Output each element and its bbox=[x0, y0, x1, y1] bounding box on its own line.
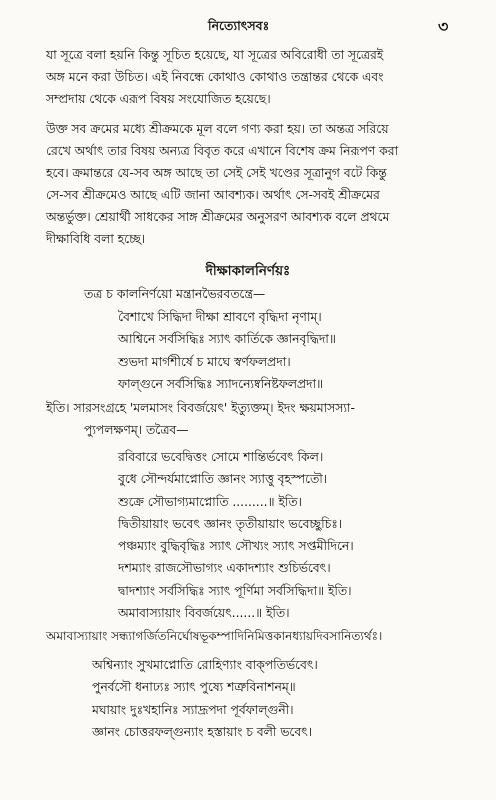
verse-line: দশম্যাং রাজসৌভাগ্যং একাদশ্যাং শুচির্ভবেৎ। bbox=[118, 561, 331, 576]
paragraph-line: হবে। ক্রমান্তরে যে-সব অঙ্গ আছে তা সেই সেই খণ্ডের সূত্রানুগ বটে কিন্তু bbox=[46, 166, 387, 180]
paragraph-line: অন্তর্ভুক্ত। শ্রেয়ার্থী সাধকের সাঙ্গ শ্রীক্রমের অনুসরণ আবশ্যক বলে প্রথমে bbox=[46, 210, 390, 224]
paragraph-line: সম্প্রদায় থেকে এরূপ বিষয় সংযোজিত হয়েছে। bbox=[46, 92, 271, 106]
paragraph-line: উক্ত সব ক্রমের মধ্যে শ্রীক্রমকে মূল বলে গণ্য করা হয়। তা অন্তত্র সরিয়ে bbox=[46, 122, 389, 136]
verse-line: পুনর্বসৌ ধনাঢ্যঃ স্যাৎ পুষ্যে শত্রুবিনাশনম্॥ bbox=[92, 680, 296, 695]
verse-line: রবিবারে ভবেদ্বিত্তং সোমে শান্তির্ভবেৎ কিল। bbox=[118, 450, 324, 464]
paragraph-line: দীক্ষাবিধি বলা হচ্ছে। bbox=[46, 232, 146, 246]
paragraph-line: অঙ্গ মনে করা উচিত। এই নিবন্ধে কোথাও কোথাও তন্ত্রান্তর থেকে এবং bbox=[46, 70, 384, 84]
iti-line-continued: প্যুপলক্ষণম্। তত্রৈব— bbox=[84, 423, 189, 437]
running-title: নিত্যোৎসবঃ bbox=[208, 18, 270, 33]
verse-line: আশ্বিনে সর্বসিদ্ধিঃ স্যাৎ কার্তিকে জ্ঞানবৃদ্ধিদা॥ bbox=[118, 332, 336, 347]
verse-line: অশ্বিন্যাং সুখমাপ্নোতি রোহিণ্যাং বাক্পতির্ভবেৎ। bbox=[92, 658, 318, 672]
verse-line: দ্বিতীয়ায়াং ভবেৎ জ্ঞানং তৃতীয়ায়াং ভবেচ্ছুচিঃ। bbox=[118, 516, 343, 531]
paragraph-line: রেখে অর্থাৎ তার বিষয় অন্যত্র বিবৃত করে এখানে বিশেষ ক্রম নিরূপণ করা bbox=[46, 144, 399, 158]
verse-line: বৈশাখে সিদ্ধিদা দীক্ষা শ্রাবণে বৃদ্ধিদা নৃণাম্। bbox=[118, 310, 322, 324]
verse-line: ফাল্গুনে সর্বসিদ্ধিঃ স্যাদন্যেষ্বনিষ্টফলপ্রদা॥ bbox=[118, 376, 324, 391]
verse-line: মঘায়াং দুঃখহানিঃ স্যাদ্রূপদা পূর্বফাল্গুনী। bbox=[92, 702, 294, 717]
paragraph-line: যা সূত্রে বলা হয়নি কিন্তু সূচিত হয়েছে, যা সূত্রের অবিরোধী তা সূত্রেরই bbox=[46, 48, 384, 62]
amavasya-line: অমাবাস্যায়াং সন্ধ্যাগর্জিতনির্ঘোষভূকম্পাদিনিমিত্তকানধ্যায়দিবসানিত্যর্থঃ। bbox=[46, 629, 383, 643]
verse-line: শুভদা মার্গশীর্ষে চ মাঘে স্বর্ণফলপ্রদা। bbox=[118, 354, 291, 369]
section-heading: দীক্ষাকালনির্ণয়ঃ bbox=[205, 263, 291, 279]
paragraph-line: সে-সব শ্রীক্রমেও আছে এটি জানা আবশ্যক। অর্থাৎ সে-সবই শ্রীক্রমের bbox=[46, 188, 380, 202]
verse-line: শুক্রে সৌভাগ্যমাপ্নোতি .........॥ ইতি। bbox=[118, 494, 302, 509]
verse-line: দ্বাদশ্যাং সর্বসিদ্ধিঃ স্যাৎ পূর্ণিমা সর্বসিদ্ধিদা॥ ইতি। bbox=[118, 583, 352, 598]
paragraph-2 bbox=[46, 118, 464, 250]
verse-line: অমাবাস্যায়াং বিবর্জয়েৎ......॥ ইতি। bbox=[118, 606, 290, 621]
verse-line: বুধে সৌন্দর্যমাপ্নোতি জ্ঞানং স্যাত্তু বৃহস্পতৌ। bbox=[118, 472, 328, 487]
verse-block-2 bbox=[118, 446, 354, 624]
iti-line: ইতি। সারসংগ্রহে 'মলমাসং বিবর্জয়েৎ' ইত্যুক্তম্। ইদং ক্ষয়মাসস্যা- bbox=[46, 401, 355, 415]
verse-line: পঞ্চম্যাং বুদ্ধিবৃদ্ধিঃ স্যাৎ সৌখ্যং স্যাৎ সপ্তমীদিনে। bbox=[118, 539, 354, 554]
verse-line: জ্ঞানং চোত্তরফল্গুন্যাং হস্তায়াং চ বলী ভবেৎ। bbox=[92, 724, 313, 739]
verse-block-3 bbox=[92, 654, 318, 743]
paragraph-1 bbox=[46, 44, 464, 110]
page-number: ৩ bbox=[438, 17, 449, 36]
page-header bbox=[0, 14, 496, 38]
verse-block-1 bbox=[118, 306, 336, 395]
intro-line: তত্র চ কালনির্ণয়ো মন্ত্রানভৈরবতন্ত্রে— bbox=[84, 287, 266, 301]
